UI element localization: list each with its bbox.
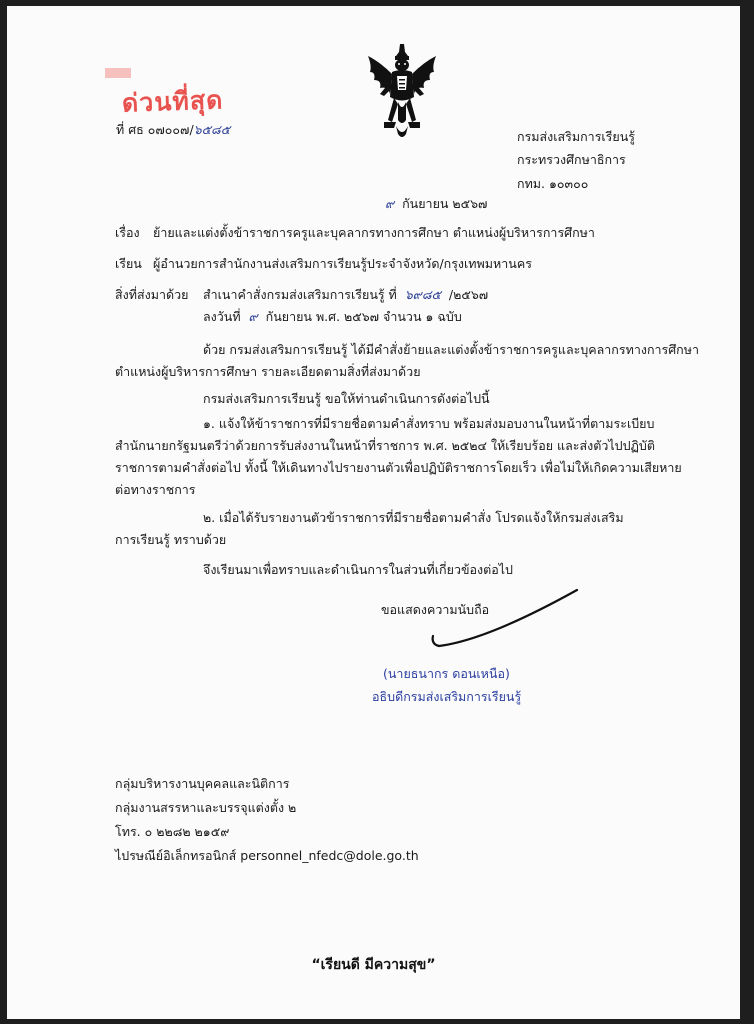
signatory-name: (นายธนากร ดอนเหนือ) xyxy=(383,666,510,681)
subject-text: ย้ายและแต่งตั้งข้าราชการครูและบุคลากรทางการศึกษา ตำแหน่งผู้บริหารการศึกษา xyxy=(153,225,595,240)
order-number-handwritten: ๖๙๘๕ xyxy=(404,287,441,302)
date-day: ๙ xyxy=(385,196,395,211)
attachment-line-1: สำเนาคำสั่งกรมส่งเสริมการเรียนรู้ ที่ ๖๙๘๕ /๒๕๖๗ xyxy=(203,287,489,302)
item-2-line-1: ๒. เมื่อได้รับรายงานตัวข้าราชการที่มีรายชื่อตามคำสั่ง โปรดแจ้งให้กรมส่งเสริม xyxy=(203,510,624,525)
regards-text: ขอแสดงความนับถือ xyxy=(381,602,490,617)
recipient-text: ผู้อำนวยการสำนักงานส่งเสริมการเรียนรู้ประจำจังหวัด/กรุงเทพมหานคร xyxy=(153,256,532,271)
signatory-title: อธิบดีกรมส่งเสริมการเรียนรู้ xyxy=(372,689,522,704)
recipient-label: เรียน xyxy=(115,256,142,271)
subject-label: เรื่อง xyxy=(115,225,140,240)
handwritten-signature xyxy=(427,586,587,666)
contact-phone: โทร. ๐ ๒๒๘๒ ๒๑๕๙ xyxy=(115,824,230,839)
item-1-line-3: ราชการตามคำสั่งต่อไป ทั้งนี้ ให้เดินทางไปรายงานตัวเพื่อปฏิบัติราชการโดยเร็ว เพื่อไม่ให้เกิดความเสียหาย xyxy=(115,460,682,475)
date-month-year: กันยายน ๒๕๖๗ xyxy=(402,196,488,211)
doc-number-label: ที่ ศธ ๐๗๐๐๗/ xyxy=(116,122,194,137)
sender-line-2: กระทรวงศึกษาธิการ xyxy=(517,152,626,167)
item-2-line-2: การเรียนรู้ ทราบด้วย xyxy=(115,532,227,547)
item-1-line-4: ต่อทางราชการ xyxy=(115,482,196,497)
doc-number xyxy=(116,122,230,138)
doc-number-handwritten: ๖๕๘๕ xyxy=(193,122,231,137)
sender-line-3: กทม. ๑๐๓๐๐ xyxy=(517,176,589,191)
contact-section: กลุ่มงานสรรหาและบรรจุแต่งตั้ง ๒ xyxy=(115,800,297,815)
urgent-stamp: ด่วนที่สุด xyxy=(121,85,224,118)
stamp-mark xyxy=(105,68,131,78)
item-1-line-2: สำนักนายกรัฐมนตรีว่าด้วยการรับส่งงานในหน้าที่ราชการ พ.ศ. ๒๕๒๔ ให้เรียบร้อย และส่งตัวไปปฏิบัติ xyxy=(115,438,655,453)
contact-email: ไปรษณีย์อิเล็กทรอนิกส์ personnel_nfedc@dole.go.th xyxy=(115,848,419,863)
closing-sentence: จึงเรียนมาเพื่อทราบและดำเนินการในส่วนที่เกี่ยวข้องต่อไป xyxy=(203,562,513,577)
attachment-label: สิ่งที่ส่งมาด้วย xyxy=(115,287,189,302)
body-paragraph-1-line-1: ด้วย กรมส่งเสริมการเรียนรู้ ได้มีคำสั่งย้ายและแต่งตั้งข้าราชการครูและบุคลากรทางการศึกษา xyxy=(203,342,700,357)
order-day-handwritten: ๙ xyxy=(248,309,258,324)
sender-line-1: กรมส่งเสริมการเรียนรู้ xyxy=(517,129,635,144)
garuda-emblem-icon xyxy=(362,42,442,142)
letter-date xyxy=(385,196,487,212)
attachment-line-2: ลงวันที่ ๙ กันยายน พ.ศ. ๒๕๖๗ จำนวน ๑ ฉบับ xyxy=(203,309,462,324)
item-1-line-1: ๑. แจ้งให้ข้าราชการที่มีรายชื่อตามคำสั่งทราบ พร้อมส่งมอบงานในหน้าที่ตามระเบียบ xyxy=(203,416,655,431)
body-paragraph-1-line-2: ตำแหน่งผู้บริหารการศึกษา รายละเอียดตามสิ่งที่ส่งมาด้วย xyxy=(115,364,421,379)
letter-page xyxy=(7,6,740,1019)
footer-motto: “เรียนดี มีความสุข” xyxy=(311,957,436,973)
contact-division: กลุ่มบริหารงานบุคคลและนิติการ xyxy=(115,776,290,791)
body-paragraph-2: กรมส่งเสริมการเรียนรู้ ขอให้ท่านดำเนินการดังต่อไปนี้ xyxy=(203,391,490,406)
